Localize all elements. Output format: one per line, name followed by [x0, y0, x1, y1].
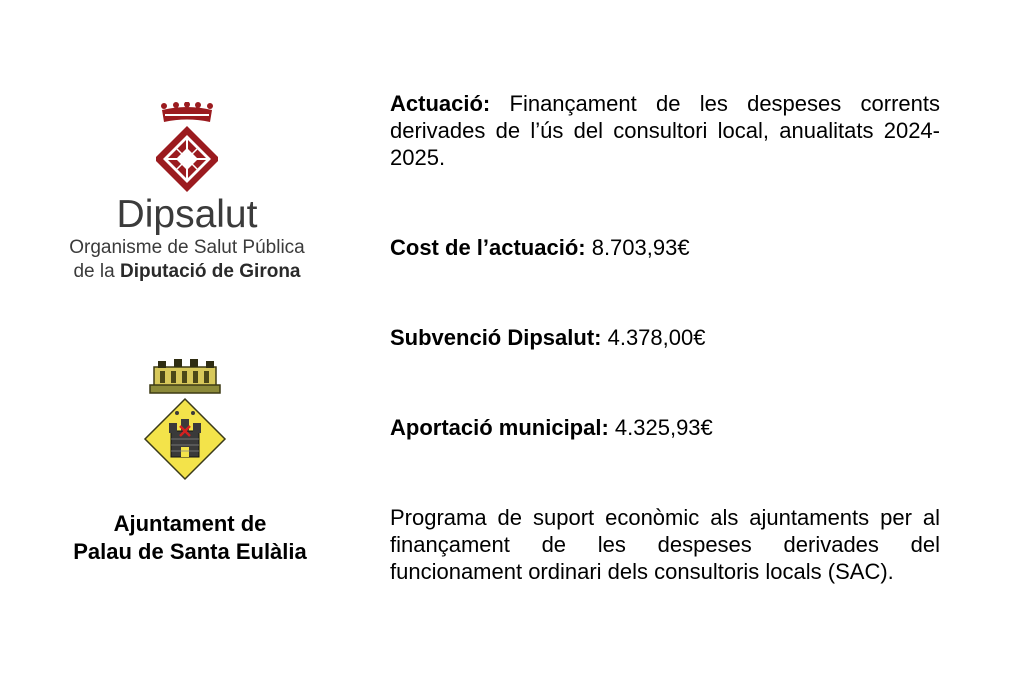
actuacio-paragraph — [390, 90, 940, 171]
coat-of-arms-icon — [140, 357, 230, 481]
subvencio-value: 4.378,00€ — [601, 325, 706, 350]
ajuntament-line-2: Palau de Santa Eulàlia — [73, 539, 307, 564]
subvencio-line — [390, 324, 940, 351]
subvencio-label: Subvenció Dipsalut: — [390, 325, 602, 350]
dipsalut-logo-icon — [156, 102, 218, 194]
dipsalut-subtitle-bold: Diputació de Girona — [119, 261, 301, 282]
aportacio-label: Aportació municipal: — [390, 415, 609, 440]
cost-label: Cost de l’actuació: — [390, 235, 586, 260]
cost-line — [390, 234, 940, 261]
actuacio-text: Finançament de les despeses corrents derivades de l’ús del consultori local, anualitats 2024-2025. — [390, 91, 940, 170]
aportacio-line — [390, 414, 940, 441]
ajuntament-line-1: Ajuntament de — [113, 511, 267, 536]
dipsalut-logo-subtitle-2 — [40, 261, 334, 283]
actuacio-label: Actuació: — [390, 91, 491, 116]
cost-value: 8.703,93€ — [585, 235, 690, 260]
programa-paragraph: Programa de suport econòmic als ajuntaments per al finançament de les despeses derivades del funcionament ordinari dels consultoris locals (SAC). — [390, 505, 940, 584]
dipsalut-logo-name: Dipsalut — [116, 193, 258, 236]
dipsalut-logo-subtitle: Organisme de Salut Pública — [69, 237, 305, 258]
ajuntament-name — [40, 510, 340, 566]
aportacio-value: 4.325,93€ — [608, 415, 713, 440]
dipsalut-subtitle-prefix: de la — [73, 261, 120, 282]
